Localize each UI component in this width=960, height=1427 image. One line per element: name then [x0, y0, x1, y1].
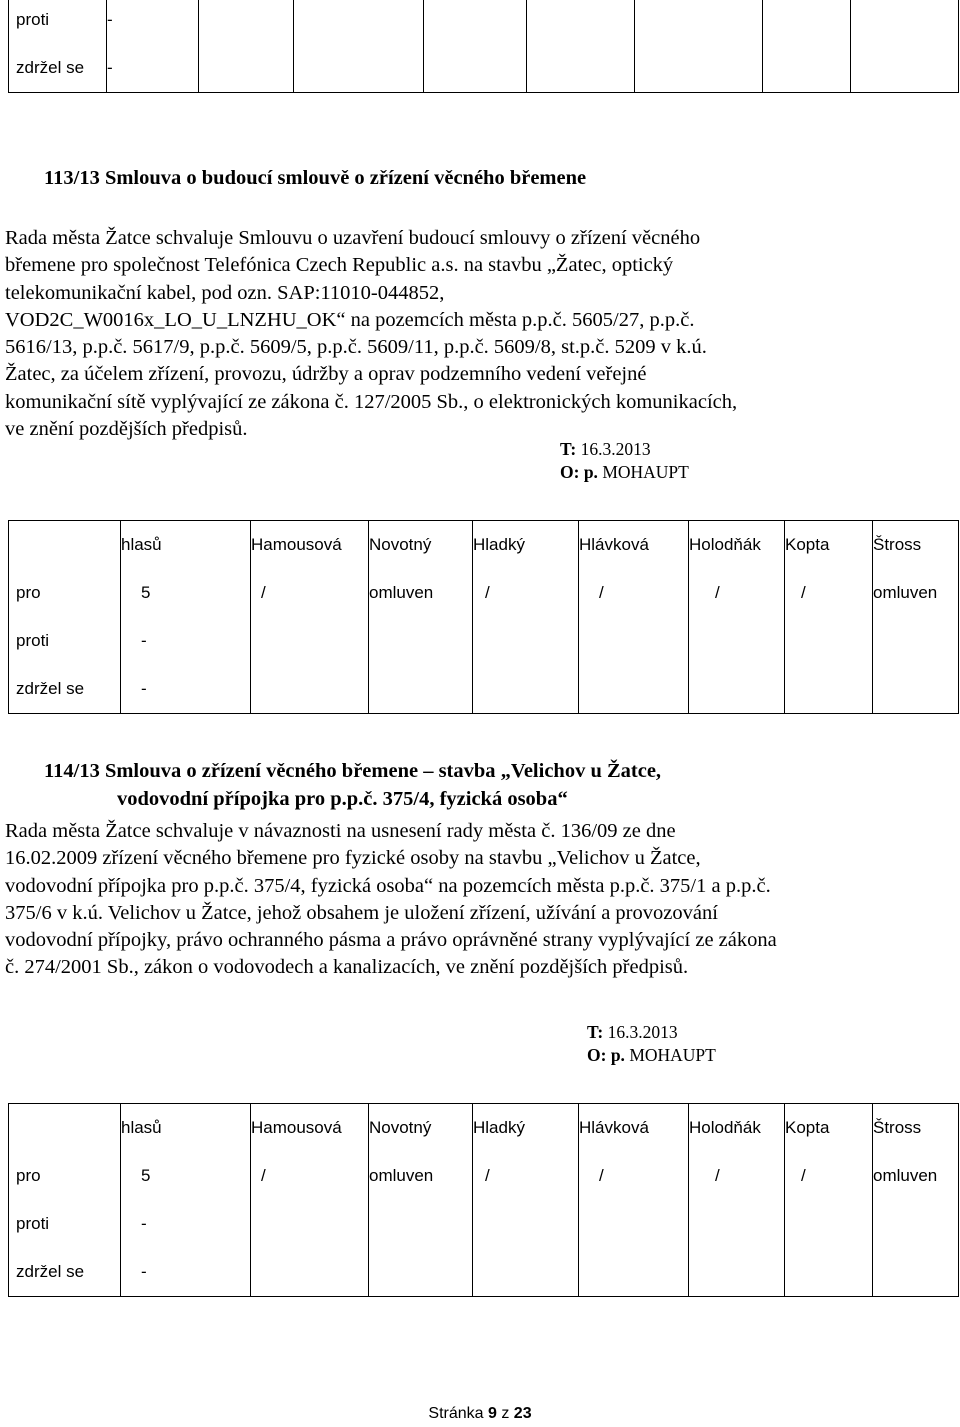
- resolution-113-owner: [560, 462, 689, 483]
- row-value: -: [107, 0, 199, 44]
- vote-cell: /: [579, 1152, 689, 1200]
- header-member: Kopta: [785, 1104, 873, 1153]
- header-member: Štross: [873, 521, 959, 570]
- vote-proti-row: [9, 1200, 959, 1248]
- vote-cell: omluven: [369, 569, 473, 617]
- text-line: 16.02.2009 zřízení věcného břemene pro fyzické osoby na stavbu „Velichov u Žatce,: [5, 847, 701, 870]
- vote-cell: /: [251, 569, 369, 617]
- text-line: Rada města Žatce schvaluje v návaznosti na usnesení rady města č. 136/09 ze dne: [5, 820, 676, 842]
- vote-cell: /: [579, 569, 689, 617]
- text-line: ve znění pozdějších předpisů.: [5, 418, 248, 441]
- owner-value: MOHAUPT: [629, 1045, 716, 1065]
- top-vote-table: [8, 0, 959, 93]
- header-member: Holodňák: [689, 521, 785, 570]
- text-line: VOD2C_W0016x_LO_U_LNZHU_OK“ na pozemcích města p.p.č. 5605/27, p.p.č.: [5, 308, 695, 331]
- header-member: Štross: [873, 1104, 959, 1153]
- resolution-113-heading: 113/13 Smlouva o budoucí smlouvě o zřízení věcného břemene: [44, 167, 587, 189]
- header-hlasu: hlasů: [121, 1104, 251, 1153]
- vote-count: 5: [121, 569, 251, 617]
- deadline-label: T:: [587, 1022, 604, 1042]
- header-member: Hlávková: [579, 521, 689, 570]
- header-member: Kopta: [785, 521, 873, 570]
- row-value: -: [121, 665, 251, 714]
- vote-cell: /: [473, 569, 579, 617]
- vote-cell: omluven: [873, 569, 959, 617]
- vote-cell: omluven: [369, 1152, 473, 1200]
- page-number: 9: [487, 1405, 497, 1422]
- row-label: zdržel se: [9, 1248, 121, 1297]
- resolution-114-text: [5, 818, 950, 982]
- header-member: Hamousová: [251, 1104, 369, 1153]
- resolution-113-text: [5, 225, 950, 443]
- row-label: proti: [9, 1200, 121, 1248]
- deadline-label: T:: [560, 439, 577, 459]
- text-line: č. 274/2001 Sb., zákon o vodovodech a kanalizacích, ve znění pozdějších předpisů.: [5, 956, 689, 979]
- owner-prefix: p.: [610, 1045, 625, 1065]
- deadline-value: 16.3.2013: [607, 1022, 678, 1042]
- owner-prefix: p.: [583, 462, 598, 482]
- vote-count: 5: [121, 1152, 251, 1200]
- row-label: pro: [9, 569, 121, 617]
- resolution-113-vote-table: [8, 520, 959, 714]
- vote-proti-row: [9, 617, 959, 665]
- owner-label: O:: [587, 1045, 607, 1065]
- deadline-value: 16.3.2013: [580, 439, 651, 459]
- vote-cell: /: [785, 569, 873, 617]
- row-value: -: [121, 1200, 251, 1248]
- header-member: Hladký: [473, 1104, 579, 1153]
- page-footer: [0, 1405, 960, 1423]
- vote-header-row: [9, 1104, 959, 1153]
- row-value: -: [121, 1248, 251, 1297]
- page-total: 23: [513, 1405, 532, 1422]
- vote-cell: omluven: [873, 1152, 959, 1200]
- vote-pro-row: [9, 569, 959, 617]
- row-label: proti: [9, 617, 121, 665]
- row-value: -: [107, 44, 199, 93]
- resolution-113-deadline: [560, 439, 651, 460]
- row-label: pro: [9, 1152, 121, 1200]
- page-prefix: Stránka: [428, 1405, 484, 1422]
- row-value: -: [121, 617, 251, 665]
- vote-zdrzel-row: [9, 1248, 959, 1297]
- row-label: zdržel se: [9, 44, 107, 93]
- text-line: komunikační sítě vyplývající ze zákona č. 127/2005 Sb., o elektronických komunikacích,: [5, 390, 738, 413]
- row-label: zdržel se: [9, 665, 121, 714]
- vote-cell: /: [689, 1152, 785, 1200]
- header-member: Hlávková: [579, 1104, 689, 1153]
- vote-cell: /: [785, 1152, 873, 1200]
- table-row: [9, 44, 959, 93]
- text-line: vodovodní přípojky, právo ochranného pásma a právo oprávněné strany vyplývající ze zákona: [5, 929, 777, 952]
- resolution-114-deadline: [587, 1022, 678, 1043]
- vote-cell: /: [689, 569, 785, 617]
- page-of: z: [501, 1405, 510, 1422]
- row-label: proti: [9, 0, 107, 44]
- vote-cell: /: [473, 1152, 579, 1200]
- text-line: telekomunikační kabel, pod ozn. SAP:11010-044852,: [5, 281, 445, 304]
- resolution-114-vote-table: [8, 1103, 959, 1297]
- vote-zdrzel-row: [9, 665, 959, 714]
- owner-value: MOHAUPT: [602, 462, 689, 482]
- text-line: Žatec, za účelem zřízení, provozu, údržby a oprav podzemního vedení veřejné: [5, 363, 647, 386]
- header-member: Novotný: [369, 1104, 473, 1153]
- vote-cell: /: [251, 1152, 369, 1200]
- resolution-114-owner: [587, 1045, 716, 1066]
- resolution-114-heading: 114/13 Smlouva o zřízení věcného břemene – stavba „Velichov u Žatce,: [44, 760, 662, 782]
- text-line: břemene pro společnost Telefónica Czech Republic a.s. na stavbu „Žatec, optický: [5, 254, 674, 277]
- header-member: Holodňák: [689, 1104, 785, 1153]
- header-member: Novotný: [369, 521, 473, 570]
- header-member: Hladký: [473, 521, 579, 570]
- resolution-114-heading-cont: vodovodní přípojka pro p.p.č. 375/4, fyzická osoba“: [117, 788, 568, 810]
- text-line: vodovodní přípojka pro p.p.č. 375/4, fyzická osoba“ na pozemcích města p.p.č. 375/1 a p.p.č.: [5, 874, 771, 897]
- text-line: Rada města Žatce schvaluje Smlouvu o uzavření budoucí smlouvy o zřízení věcného: [5, 227, 701, 249]
- owner-label: O:: [560, 462, 580, 482]
- text-line: 375/6 v k.ú. Velichov u Žatce, jehož obsahem je uložení zřízení, užívání a provozování: [5, 901, 718, 924]
- header-hlasu: hlasů: [121, 521, 251, 570]
- vote-pro-row: [9, 1152, 959, 1200]
- vote-header-row: [9, 521, 959, 570]
- header-member: Hamousová: [251, 521, 369, 570]
- text-line: 5616/13, p.p.č. 5617/9, p.p.č. 5609/5, p.p.č. 5609/11, p.p.č. 5609/8, st.p.č. 5209 v k.ú.: [5, 336, 707, 359]
- table-row: [9, 0, 959, 44]
